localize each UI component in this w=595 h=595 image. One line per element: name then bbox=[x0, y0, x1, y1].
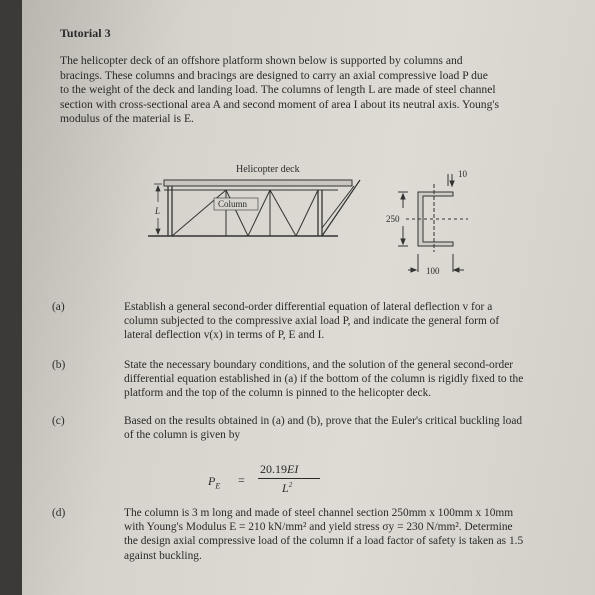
question-label: (d) bbox=[52, 507, 66, 519]
question-line: The column is 3 m long and made of steel channel section 250mm x 100mm x 10mm bbox=[124, 507, 514, 519]
question-label: (b) bbox=[52, 359, 66, 371]
helicopter-deck-diagram bbox=[108, 156, 548, 286]
document-page bbox=[22, 0, 595, 595]
deck-label: Helicopter deck bbox=[236, 164, 300, 175]
intro-line: The helicopter deck of an offshore platform shown below is supported by columns and bbox=[60, 54, 463, 67]
question-line: with Young's Modulus E = 210 kN/mm² and yield stress σy = 230 N/mm². Determine bbox=[124, 521, 513, 534]
question-line: Establish a general second-order differential equation of lateral deflection v for a bbox=[124, 301, 493, 313]
flange-thickness-label: 10 bbox=[458, 169, 467, 179]
width-label: 100 bbox=[426, 266, 440, 276]
question-line: platform and the top of the column is pinned to the helicopter deck. bbox=[124, 387, 432, 400]
question-line: State the necessary boundary conditions, and the solution of the general second-order bbox=[124, 359, 514, 371]
formula-lhs: $P_E$ bbox=[208, 474, 221, 491]
euler-formula bbox=[208, 462, 338, 500]
intro-line: to the weight of the deck and landing load. The columns of length L are made of steel channel bbox=[60, 83, 496, 97]
intro-line: bracings. These columns and bracings are designed to carry an axial compressive load P due bbox=[60, 68, 488, 82]
depth-label: 250 bbox=[386, 214, 400, 224]
length-label: L bbox=[155, 206, 161, 216]
formula-equals: = bbox=[238, 473, 245, 487]
question-line: lateral deflection v(x) in terms of P, E and I. bbox=[124, 329, 325, 342]
intro-paragraph bbox=[60, 54, 568, 127]
column-label: Column bbox=[218, 199, 248, 209]
question-line: Based on the results obtained in (a) and (b), prove that the Euler's critical buckling load bbox=[124, 415, 523, 427]
question-line: the design axial compressive load of the column if a load factor of safety is taken as 1.5 bbox=[124, 535, 524, 548]
formula-denominator: $L^2$ bbox=[282, 481, 293, 495]
question-line: column subjected to the compressive axial load P, and indicate the general form of bbox=[124, 315, 500, 328]
question-line: against buckling. bbox=[124, 549, 202, 562]
intro-line: modulus of the material is E. bbox=[60, 112, 194, 126]
question-line: differential equation established in (a) if the bottom of the column is rigidly fixed to the bbox=[124, 373, 524, 386]
question-line: of the column is given by bbox=[124, 429, 241, 442]
fraction-bar bbox=[258, 478, 320, 479]
formula-numerator: 20.19EI bbox=[260, 462, 299, 476]
intro-line: section with cross-sectional area A and second moment of area I about its neutral axis. Young's bbox=[60, 97, 500, 111]
channel-section bbox=[398, 174, 468, 272]
question-label: (a) bbox=[52, 301, 65, 313]
question-label: (c) bbox=[52, 415, 65, 427]
page-title: Tutorial 3 bbox=[60, 26, 111, 40]
